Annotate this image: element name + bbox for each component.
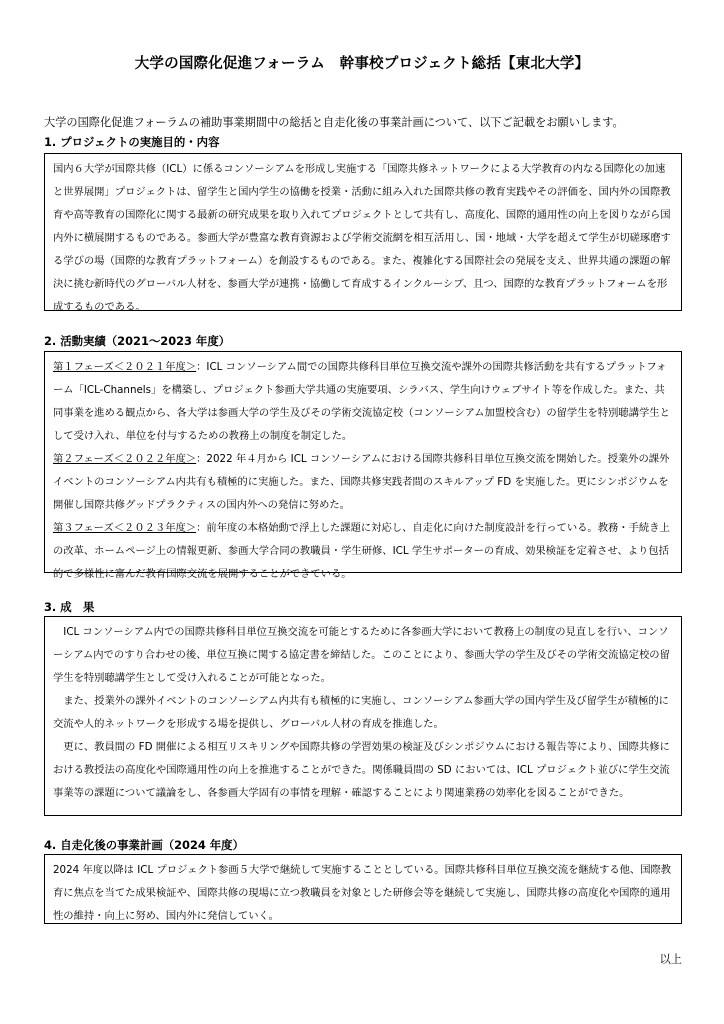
section-3-heading: 3. 成 果 bbox=[44, 600, 95, 614]
intro-text: 大学の国際化促進フォーラムの補助事業期間中の総括と自走化後の事業計画について、以下ご記載をお願いします。 bbox=[44, 116, 624, 129]
closing-text: 以上 bbox=[659, 953, 682, 966]
results-paragraph-1: ICL コンソーシアム内での国際共修科目単位互換交流を可能とするために各参画大学において教務上の制度の見直しを行い、コンソーシアム内でのすり合わせの後、単位互換に関する協定書を締結した。このことにより、参画大学の学生及びその学術交流協定校の留学生を特別聴講学生として受け入れることが可能となった。 bbox=[53, 626, 670, 684]
phase-3-paragraph bbox=[53, 517, 673, 586]
phase-1-label: 第１フェーズ＜２０２１年度＞ bbox=[53, 361, 197, 373]
section-4-heading: 4. 自走化後の事業計画（2024 年度） bbox=[44, 838, 244, 852]
phase-1-text: ：ICL コンソーシアム間での国際共修科目単位互換交流や課外の国際共修活動を共有するプラットフォーム「ICL-Channels」を構築し、プロジェクト参画大学共通の実施要項、シラバス、学生向けウェブサイト等を作成した。また、共同事業を進める観点から、各大学は参画大学の学生及びその学術交流協定校（コンソーシアム加盟校含む）の留学生を特別聴講学生として受け入れ、単位を付与するための教務上の制度を制定した。 bbox=[53, 361, 670, 442]
results-paragraph-3: 更に、教員間の FD 開催による相互リスキリングや国際共修の学習効果の検証及びシンポジウムにおける報告等により、国際共修における教授法の高度化や国際通用性の向上を推進することができた。関係職員間の SD においては、ICL プロジェクト並びに学生交流事業等の課題について議論をし、各参画大学固有の事情を理解・確認することにより関連業務の効率化を図ることができた。 bbox=[53, 741, 670, 799]
phase-2-label: 第２フェーズ＜２０２２年度＞ bbox=[53, 453, 197, 465]
phase-3-label: 第３フェーズ＜２０２３年度＞ bbox=[53, 522, 197, 534]
section-1-box bbox=[44, 153, 682, 311]
section-4-box bbox=[44, 854, 682, 924]
section-2-box bbox=[44, 351, 682, 580]
section-2-heading: 2. 活動実績（2021～2023 年度） bbox=[44, 334, 231, 348]
results-paragraph-2: また、授業外の課外イベントのコンソーシアム内共有も積極的に実施し、コンソーシアム参画大学の国内学生及び留学生が積極的に交流や人的ネットワークを形成する場を提供し、グローバル人材の育成を推進した。 bbox=[53, 695, 669, 730]
section-1-heading: 1. プロジェクトの実施目的・内容 bbox=[44, 135, 220, 149]
section-3-box bbox=[44, 616, 682, 816]
section-1-body: 国内６大学が国際共修（ICL）に係るコンソーシアムを形成し実施する「国際共修ネットワークによる大学教育の内なる国際化の加速と世界展開」プロジェクトは、留学生と国内学生の協働を授業・活動に組み入れた国際共修の教育実践やその評価を、国内外の国際教育や高等教育の国際化に関する最新の研究成果を取り入れてプロジェクトとして共有し、高度化、国際的通用性の向上を図りながら国内外に横展開するものである。参画大学が豊富な教育資源および学術交流網を相互活用し、国・地域・大学を超えて学生が切磋琢磨する学びの場（国際的な教育プラットフォーム）を創設するものである。また、複雑化する国際社会の発展を支え、世界共通の課題の解決に挑む新時代のグローバル人材を、参画大学が連携・協働して育成するインクルーシブ、且つ、国際的な教育プラットフォームを形成するものである。 bbox=[53, 163, 671, 313]
section-4-body: 2024 年度以降は ICL プロジェクト参画５大学で継続して実施することとしている。国際共修科目単位互換交流を継続する他、国際教育に焦点を当てた成果検証や、国際共修の現場に立つ教職員を対象とした研修会等を継続して実施し、国際共修の高度化や国際的通用性の維持・向上に努め、国内外に発信していく。 bbox=[53, 864, 672, 922]
page-title: 大学の国際化促進フォーラム 幹事校プロジェクト総括【東北大学】 bbox=[134, 56, 590, 72]
phase-3-text: ：前年度の本格始動で浮上した課題に対応し、自走化に向けた制度設計を行っている。教務・手続き上の改革、ホームページ上の情報更新、参画大学合同の教職員・学生研修、ICL 学生サポーターの育成、効果検証を定着させ、より包括的で多様性に富んだ教育国際交流を展開することができている。 bbox=[53, 522, 670, 580]
phase-1-paragraph bbox=[53, 356, 673, 448]
phase-2-text: ：2022 年４月から ICL コンソーシアムにおける国際共修科目単位互換交流を開始した。授業外の課外イベントのコンソーシアム内共有も積極的に実施した。また、国際共修実践者間のスキルアップ FD を実施した。更にシンポジウムを開催し国際共修グッドプラクティスの国内外への発信に努めた。 bbox=[53, 453, 670, 511]
phase-2-paragraph bbox=[53, 448, 673, 517]
